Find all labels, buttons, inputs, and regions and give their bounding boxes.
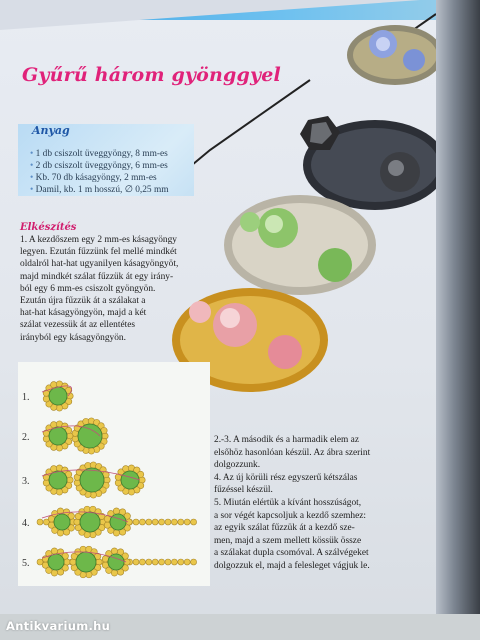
step-line: men, majd a szem mellett kössük össze	[214, 535, 362, 546]
seed-bead	[165, 559, 171, 565]
seed-bead	[171, 519, 177, 525]
seed-bead	[128, 489, 134, 495]
seed-bead	[152, 559, 158, 565]
seed-bead	[159, 519, 165, 525]
diagram-step-number: 2.	[22, 432, 30, 443]
seed-bead	[133, 559, 139, 565]
seed-bead	[43, 480, 49, 486]
seed-bead	[96, 559, 102, 565]
page-title: Gyűrű három gyönggyel	[22, 64, 281, 86]
seed-bead	[178, 519, 184, 525]
step-line: a szálakat dupla csomóval. A szálvégeket	[214, 548, 369, 559]
step-line: dolgozzuk el, majd a felesleget vágjuk le.	[214, 560, 370, 571]
crystal-bead	[48, 554, 64, 570]
seed-bead	[74, 519, 80, 525]
seed-bead	[84, 506, 90, 512]
crystal-bead	[78, 424, 102, 448]
material-item: • Damil, kb. 1 m hosszú, ∅ 0,25 mm	[30, 184, 169, 196]
seed-bead	[178, 559, 184, 565]
material-item: • 1 db csiszolt üveggyöngy, 8 mm-es	[30, 148, 169, 160]
diagram-step-number: 4.	[22, 518, 30, 529]
seed-bead	[56, 405, 62, 411]
seed-bead	[171, 559, 177, 565]
bead-diagram	[18, 362, 210, 586]
diagram-drawing	[18, 362, 210, 586]
seed-bead	[152, 519, 158, 525]
seed-bead	[113, 508, 119, 514]
step-line: 4. Az új körüli rész egyszerű kétszálas	[214, 472, 358, 483]
step-line: dolgozzunk.	[214, 460, 261, 471]
crystal-bead	[121, 471, 139, 489]
crystal-bead	[49, 471, 67, 489]
seed-bead	[126, 519, 132, 525]
instruction-line: szálat vezessük át az ellentétes	[20, 320, 136, 331]
seed-bead	[139, 559, 145, 565]
seed-bead	[70, 559, 76, 565]
seed-bead	[115, 480, 121, 486]
seed-bead	[191, 519, 197, 525]
seed-bead	[165, 519, 171, 525]
diagram-step-number: 3.	[22, 476, 30, 487]
ring-green	[224, 195, 376, 295]
instruction-line: oldalról hat-hat ugyanilyen kásagyöngyöt,	[20, 259, 179, 270]
materials-heading: Anyag	[32, 124, 70, 137]
instruction-line: 1. A kezdőszem egy 2 mm-es kásagyöngy	[20, 235, 177, 245]
seed-bead	[139, 519, 145, 525]
materials-list	[30, 148, 169, 196]
seed-bead	[191, 559, 197, 565]
seed-bead	[184, 519, 190, 525]
steps-text	[214, 434, 414, 573]
step-line: 5. Miután elértük a kívánt hosszúságot,	[214, 497, 362, 508]
instruction-line: Ezután újra fűzzük át a szálakat a	[20, 296, 146, 307]
diagram-step-number: 1.	[22, 392, 30, 403]
seed-bead	[43, 396, 49, 402]
seed-bead	[159, 559, 165, 565]
watermark-text: Antikvarium.hu	[6, 619, 111, 633]
instruction-line: irányból egy kásagyöngyön.	[20, 332, 126, 343]
material-item: • Kb. 70 db kásagyöngy, 2 mm-es	[30, 172, 169, 184]
step-line: az egyik szálat fűzzük át a kezdő sze-	[214, 523, 355, 534]
instructions-text	[20, 234, 220, 344]
seed-bead	[37, 519, 43, 525]
step-line: a sor végét kapcsoljuk a kezdő szemhez:	[214, 510, 367, 521]
ring-blue	[347, 25, 436, 85]
seed-bead	[124, 559, 130, 565]
seed-bead	[184, 559, 190, 565]
crystal-bead	[80, 468, 104, 492]
crystal-bead	[49, 427, 67, 445]
instructions-heading: Elkészítés	[20, 222, 77, 233]
ring-dark	[300, 116, 436, 210]
seed-bead	[51, 548, 57, 554]
book-spine-shadow	[436, 0, 480, 640]
seed-bead	[56, 445, 62, 451]
step-line: 2.-3. A második és a harmadik elem az	[214, 435, 360, 445]
step-line: elsőhöz hasonlóan készül. Az ábra szerint	[214, 447, 371, 458]
crystal-bead	[54, 514, 70, 530]
crystal-bead	[49, 387, 67, 405]
seed-bead	[86, 571, 92, 577]
step-line: fűzéssel készül.	[214, 485, 273, 496]
instruction-line: legyen. Ezután fűzzünk fel mellé mindkét	[20, 247, 177, 258]
seed-bead	[146, 559, 152, 565]
seed-bead	[111, 548, 117, 554]
seed-bead	[146, 519, 152, 525]
material-item: • 2 db csiszolt üveggyöngy, 6 mm-es	[30, 160, 169, 172]
instruction-line: hat-hat kásagyöngyön, majd a két	[20, 308, 147, 319]
diagram-step-number: 5.	[22, 558, 30, 569]
seed-bead	[43, 436, 49, 442]
seed-bead	[133, 519, 139, 525]
crystal-bead	[76, 552, 96, 572]
seed-bead	[90, 531, 96, 537]
crystal-bead	[80, 512, 100, 532]
seed-bead	[56, 489, 62, 495]
instruction-line: majd mindkét szálat fűzzük át egy irány-	[20, 271, 174, 282]
seed-bead	[64, 559, 70, 565]
instruction-line: ból egy 6 mm-es csiszolt gyöngyön.	[20, 283, 156, 294]
